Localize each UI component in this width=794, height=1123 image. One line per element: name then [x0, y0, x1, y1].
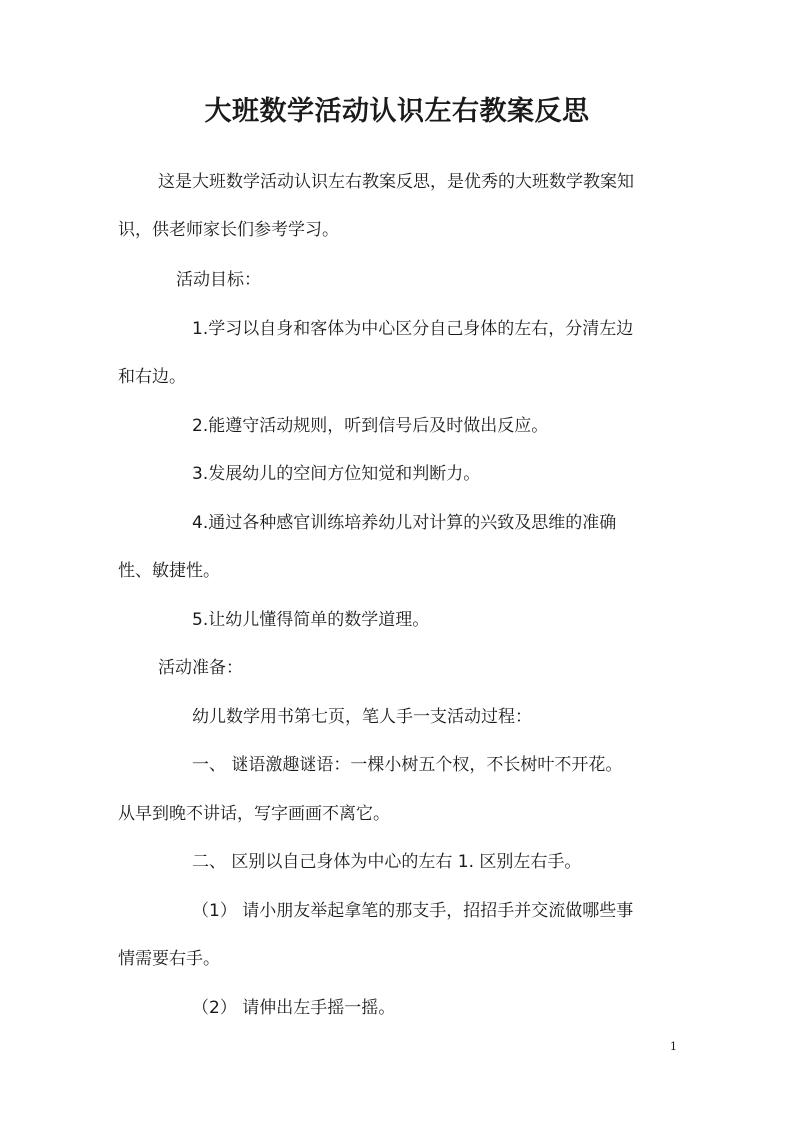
list-item: 1.学习以自身和客体为中心区分自己身体的左右，分清左边: [192, 319, 634, 339]
paragraph-line: 幼儿数学用书第七页，笔人手一支活动过程：: [192, 707, 532, 727]
document-title: 大班数学活动认识左右教案反思: [204, 96, 590, 127]
list-item: 2.能遵守活动规则，听到信号后及时做出反应。: [192, 416, 549, 436]
paragraph-line: 从早到晚不讲话，写字画画不离它。: [118, 804, 390, 824]
paragraph-line: 和右边。: [118, 367, 186, 387]
section-heading: 活动目标：: [176, 270, 261, 290]
paragraph-line: 识，供老师家长们参考学习。: [118, 220, 339, 240]
paragraph-line: （2） 请伸出左手摇一摇。: [192, 998, 396, 1018]
paragraph-line: 一、 谜语激趣谜语：一棵小树五个杈，不长树叶不开花。: [192, 755, 623, 775]
paragraph-line: 情需要右手。: [118, 949, 220, 969]
paragraph-line: 这是大班数学活动认识左右教案反思，是优秀的大班数学教案知: [158, 172, 634, 192]
paragraph-line: 性、敏捷性。: [118, 561, 220, 581]
list-item: 3.发展幼儿的空间方位知觉和判断力。: [192, 464, 481, 484]
paragraph-line: 二、 区别以自己身体为中心的左右 1. 区别左右手。: [192, 852, 582, 872]
list-item: 5.让幼儿懂得简单的数学道理。: [192, 610, 430, 630]
paragraph-line: （1） 请小朋友举起拿笔的那支手，招招手并交流做哪些事: [192, 901, 634, 921]
list-item: 4.通过各种感官训练培养幼儿对计算的兴致及思维的准确: [192, 513, 617, 533]
page-number: 1: [670, 1040, 677, 1053]
section-heading: 活动准备：: [158, 658, 243, 678]
